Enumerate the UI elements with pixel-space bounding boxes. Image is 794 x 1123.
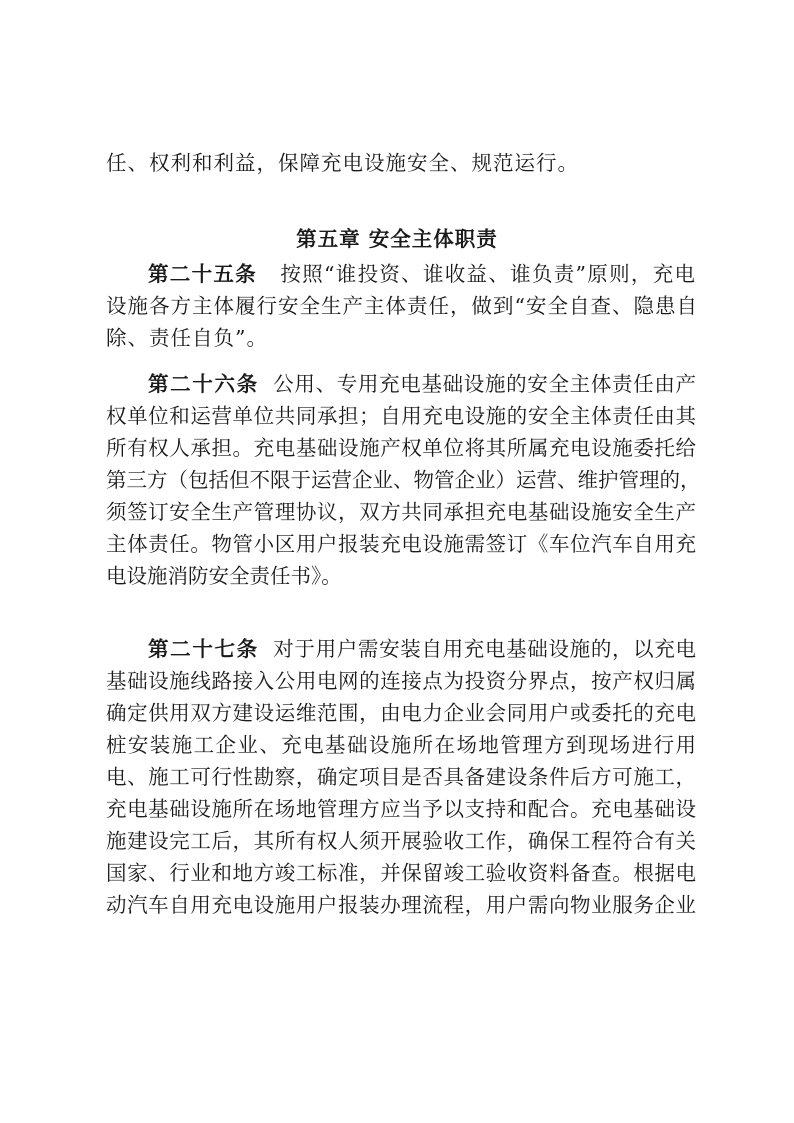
paragraph-line: 主体责任。物管小区用户报装充电设施需签订《车位汽车自用充 (106, 532, 696, 556)
paragraph-line: 基础设施线路接入公用电网的连接点为投资分界点，按产权归属 (106, 669, 696, 693)
paragraph-line: 权单位和运营单位共同承担；自用充电设施的安全主体责任由其 (106, 404, 696, 428)
article-text: 按照“谁投资、谁收益、谁负责”原则，充电 (280, 262, 696, 286)
paragraph-line: 电、施工可行性勘察，确定项目是否具备建设条件后方可施工， (106, 765, 696, 789)
paragraph-line: 国家、行业和地方竣工标准，并保留竣工验收资料备查。根据电 (106, 861, 696, 885)
paragraph-line: 动汽车自用充电设施用户报装办理流程，用户需向物业服务企业 (106, 893, 696, 917)
paragraph-line: 除、责任自负”。 (106, 326, 268, 350)
paragraph-line: 任、权利和利益，保障充电设施安全、规范运行。 (106, 151, 579, 175)
article-27 (106, 633, 696, 921)
paragraph-line: 确定供用双方建设运维范围，由电力企业会同用户或委托的充电 (106, 701, 696, 725)
article-text: 对于用户需安装自用充电基础设施的，以充电 (273, 637, 697, 661)
article-25 (106, 258, 696, 354)
paragraph-line: 所有权人承担。充电基础设施产权单位将其所属充电设施委托给 (106, 436, 696, 460)
article-number: 第二十五条 (148, 262, 257, 286)
article-text: 公用、专用充电基础设施的安全主体责任由产 (273, 372, 697, 396)
article-26 (106, 368, 701, 592)
paragraph-line: 桩安装施工企业、充电基础设施所在场地管理方到现场进行用 (106, 733, 696, 757)
article-number: 第二十七条 (148, 637, 259, 661)
paragraph-line: 设施各方主体履行安全生产主体责任，做到“安全自查、隐患自 (106, 294, 698, 318)
paragraph-line: 第三方（包括但不限于运营企业、物管企业）运营、维护管理的， (106, 468, 701, 492)
paragraph-line (106, 633, 696, 665)
chapter-title: 第五章 安全主体职责 (296, 227, 498, 251)
paragraph-line: 充电基础设施所在场地管理方应当予以支持和配合。充电基础设 (106, 797, 696, 821)
paragraph-line: 须签订安全生产管理协议，双方共同承担充电基础设施安全生产 (106, 500, 696, 524)
article-number: 第二十六条 (148, 372, 259, 396)
paragraph-line: 施建设完工后，其所有权人须开展验收工作，确保工程符合有关 (106, 829, 696, 853)
continuation-paragraph (106, 147, 696, 179)
paragraph-line (106, 368, 696, 400)
paragraph-line (106, 258, 696, 290)
paragraph-line: 电设施消防安全责任书》。 (106, 564, 342, 588)
